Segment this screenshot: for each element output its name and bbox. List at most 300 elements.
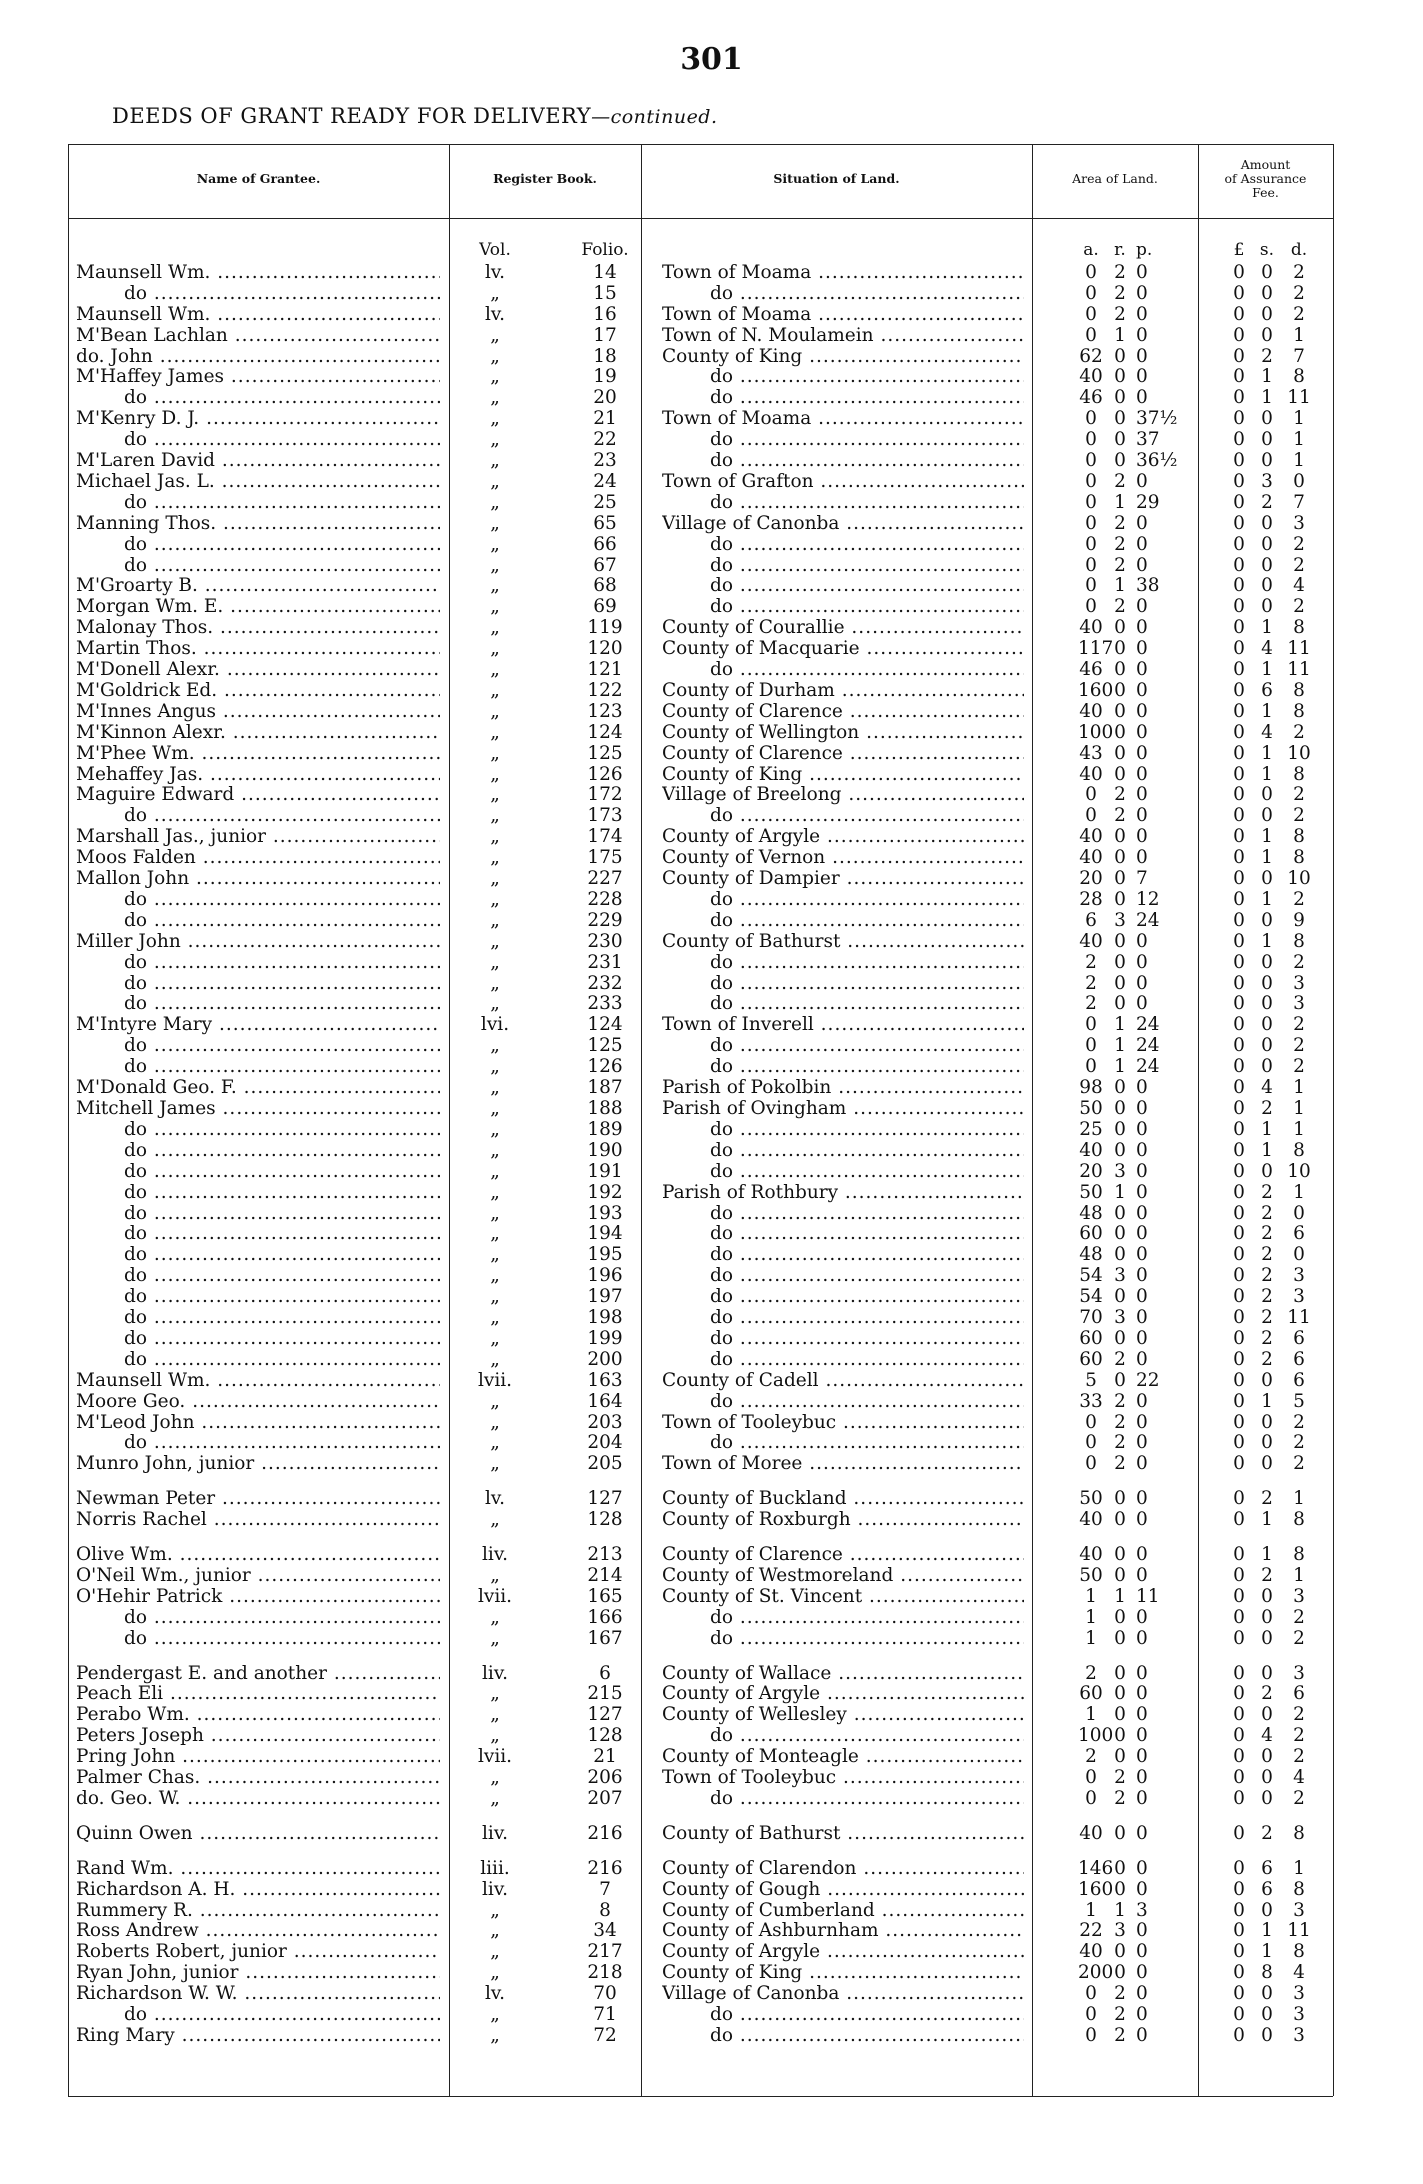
register-folio: 124 — [587, 1014, 623, 1035]
register-volume: „ — [490, 2025, 500, 2046]
table-row — [0, 743, 1423, 764]
area-perches: 0 — [1136, 1182, 1148, 1203]
grantee-name: Ring Mary ..... — [76, 2025, 440, 2046]
fee-pounds: 0 — [1233, 931, 1245, 952]
fee-pence: 6 — [1293, 1683, 1305, 1704]
fee-shillings: 0 — [1261, 1767, 1273, 1788]
register-folio: 230 — [587, 931, 623, 952]
fee-pence: 3 — [1293, 1286, 1305, 1307]
fee-pounds: 0 — [1233, 1628, 1245, 1649]
fee-pounds: 0 — [1233, 722, 1245, 743]
register-folio: 21 — [593, 1746, 617, 1767]
register-volume: „ — [490, 1412, 500, 1433]
fee-shillings: 0 — [1261, 1607, 1273, 1628]
register-folio: 192 — [587, 1182, 623, 1203]
table-row — [0, 826, 1423, 847]
fee-pounds: 0 — [1233, 1858, 1245, 1879]
land-situation: County of King ..... — [662, 764, 1024, 785]
register-volume: „ — [490, 1203, 500, 1224]
fee-shillings: 2 — [1261, 1307, 1273, 1328]
fee-shillings: 0 — [1261, 1453, 1273, 1474]
land-situation: do ..... — [662, 1432, 1024, 1453]
register-folio: 22 — [593, 429, 617, 450]
table-row — [0, 764, 1423, 785]
fee-pounds: 0 — [1233, 450, 1245, 471]
fee-pounds: 0 — [1233, 1788, 1245, 1809]
area-acres: 70 — [1079, 1307, 1103, 1328]
land-situation: County of King ..... — [662, 346, 1024, 367]
fee-pence: 8 — [1293, 847, 1305, 868]
land-situation: do ..... — [662, 387, 1024, 408]
table-row — [0, 1265, 1423, 1286]
area-perches: 0 — [1136, 1962, 1148, 1983]
area-acres: 0 — [1085, 1432, 1097, 1453]
register-folio: 232 — [587, 973, 623, 994]
subheader-perches: p. — [1136, 240, 1153, 260]
table-row — [0, 1349, 1423, 1370]
grantee-name: Mitchell James ..... — [76, 1098, 440, 1119]
fee-pence: 2 — [1293, 283, 1305, 304]
area-acres: 0 — [1085, 513, 1097, 534]
area-perches: 0 — [1136, 262, 1148, 283]
table-row — [0, 1203, 1423, 1224]
area-acres: 6 — [1085, 910, 1097, 931]
area-acres: 0 — [1085, 429, 1097, 450]
table-row — [0, 1432, 1423, 1453]
register-folio: 175 — [587, 847, 623, 868]
land-situation: County of Wallace ..... — [662, 1663, 1024, 1684]
area-acres: 62 — [1079, 346, 1103, 367]
area-roods: 2 — [1114, 1453, 1126, 1474]
register-folio: 231 — [587, 952, 623, 973]
fee-pounds: 0 — [1233, 555, 1245, 576]
fee-pounds: 0 — [1233, 680, 1245, 701]
land-situation: do ..... — [662, 973, 1024, 994]
area-perches: 24 — [1136, 1056, 1160, 1077]
grantee-name: do ..... — [76, 429, 440, 450]
table-top-rule — [68, 144, 1333, 145]
land-situation: Town of Moama ..... — [662, 304, 1024, 325]
land-situation: do ..... — [662, 1628, 1024, 1649]
area-roods: 2 — [1114, 1412, 1126, 1433]
register-folio: 127 — [587, 1488, 623, 1509]
area-acres: 48 — [1079, 1203, 1103, 1224]
fee-pence: 8 — [1293, 931, 1305, 952]
fee-pence: 3 — [1293, 1663, 1305, 1684]
table-row — [0, 1328, 1423, 1349]
fee-pence: 8 — [1293, 617, 1305, 638]
fee-shillings: 0 — [1261, 1014, 1273, 1035]
area-perches: 0 — [1136, 701, 1148, 722]
fee-pence: 6 — [1293, 1349, 1305, 1370]
register-volume: liv. — [482, 1823, 508, 1844]
table-row — [0, 1607, 1423, 1628]
fee-pence: 7 — [1293, 492, 1305, 513]
fee-shillings: 0 — [1261, 1900, 1273, 1921]
fee-shillings: 1 — [1261, 617, 1273, 638]
area-roods: 2 — [1114, 2004, 1126, 2025]
land-situation: County of Cumberland ..... — [662, 1900, 1024, 1921]
fee-shillings: 1 — [1261, 1920, 1273, 1941]
land-situation: Town of Tooleybuc ..... — [662, 1412, 1024, 1433]
grantee-name: do ..... — [76, 1286, 440, 1307]
fee-shillings: 0 — [1261, 1056, 1273, 1077]
area-acres: 40 — [1079, 1544, 1103, 1565]
header-situation: Situation of Land. — [773, 171, 900, 186]
area-acres: 40 — [1079, 764, 1103, 785]
register-volume: „ — [490, 1683, 500, 1704]
fee-pounds: 0 — [1233, 1432, 1245, 1453]
fee-pence: 3 — [1293, 1586, 1305, 1607]
fee-shillings: 0 — [1261, 973, 1273, 994]
area-roods: 0 — [1114, 450, 1126, 471]
land-situation: County of Monteagle ..... — [662, 1746, 1024, 1767]
fee-pence: 11 — [1287, 387, 1311, 408]
area-acres: 0 — [1085, 784, 1097, 805]
area-roods: 0 — [1114, 1683, 1126, 1704]
grantee-name: Roberts Robert, junior ..... — [76, 1941, 440, 1962]
fee-shillings: 0 — [1261, 2025, 1273, 2046]
register-folio: 187 — [587, 1077, 623, 1098]
area-roods: 0 — [1114, 638, 1126, 659]
subheader-pence: d. — [1290, 240, 1308, 260]
area-acres: 2 — [1085, 1663, 1097, 1684]
grantee-name: Mehaffey Jas. ..... — [76, 764, 440, 785]
register-folio: 233 — [587, 993, 623, 1014]
table-row — [0, 2025, 1423, 2046]
fee-shillings: 2 — [1261, 1488, 1273, 1509]
grantee-name: do. John ..... — [76, 346, 440, 367]
register-volume: „ — [490, 1244, 500, 1265]
area-acres: 1 — [1085, 1586, 1097, 1607]
area-perches: 0 — [1136, 1161, 1148, 1182]
grantee-name: do ..... — [76, 1607, 440, 1628]
fee-pence: 0 — [1293, 471, 1305, 492]
register-folio: 15 — [593, 283, 617, 304]
grantee-name: do ..... — [76, 1349, 440, 1370]
fee-pence: 2 — [1293, 889, 1305, 910]
area-roods: 0 — [1114, 1628, 1126, 1649]
grantee-name: M'Donald Geo. F. ..... — [76, 1077, 440, 1098]
table-row — [0, 1586, 1423, 1607]
register-volume: „ — [490, 1286, 500, 1307]
land-situation: Town of Tooleybuc ..... — [662, 1767, 1024, 1788]
title-text: DEEDS OF GRANT READY FOR DELIVERY — [112, 104, 592, 128]
area-roods: 3 — [1114, 910, 1126, 931]
land-situation: do ..... — [662, 1161, 1024, 1182]
fee-pounds: 0 — [1233, 1663, 1245, 1684]
land-situation: County of Bathurst ..... — [662, 931, 1024, 952]
fee-pounds: 0 — [1233, 1265, 1245, 1286]
area-acres: 5 — [1085, 1370, 1097, 1391]
area-acres: 0 — [1085, 2025, 1097, 2046]
area-roods: 0 — [1114, 701, 1126, 722]
table-row — [0, 1161, 1423, 1182]
area-perches: 0 — [1136, 304, 1148, 325]
area-roods: 2 — [1114, 513, 1126, 534]
fee-shillings: 1 — [1261, 1119, 1273, 1140]
register-folio: 227 — [587, 868, 623, 889]
area-roods: 1 — [1114, 1900, 1126, 1921]
area-perches: 0 — [1136, 638, 1148, 659]
fee-shillings: 0 — [1261, 1663, 1273, 1684]
grantee-name: Maunsell Wm. ..... — [76, 1370, 440, 1391]
fee-shillings: 1 — [1261, 826, 1273, 847]
register-folio: 14 — [593, 262, 617, 283]
register-folio: 68 — [593, 575, 617, 596]
fee-pence: 2 — [1293, 1453, 1305, 1474]
area-roods: 0 — [1114, 1607, 1126, 1628]
register-folio: 128 — [587, 1725, 623, 1746]
fee-shillings: 2 — [1261, 492, 1273, 513]
area-acres: 0 — [1085, 492, 1097, 513]
area-acres: 0 — [1085, 1788, 1097, 1809]
area-roods: 0 — [1114, 429, 1126, 450]
fee-shillings: 1 — [1261, 1509, 1273, 1530]
register-volume: „ — [490, 1119, 500, 1140]
fee-pounds: 0 — [1233, 1983, 1245, 2004]
area-acres: 40 — [1079, 701, 1103, 722]
register-volume: liii. — [480, 1858, 510, 1879]
area-roods: 0 — [1114, 847, 1126, 868]
fee-pounds: 0 — [1233, 1725, 1245, 1746]
register-volume: „ — [490, 575, 500, 596]
area-perches: 0 — [1136, 659, 1148, 680]
register-volume: „ — [490, 492, 500, 513]
fee-shillings: 1 — [1261, 387, 1273, 408]
grantee-name: do ..... — [76, 1056, 440, 1077]
area-acres: 40 — [1079, 931, 1103, 952]
table-row — [0, 1056, 1423, 1077]
fee-shillings: 0 — [1261, 1983, 1273, 2004]
register-folio: 121 — [587, 659, 623, 680]
area-perches: 0 — [1136, 1983, 1148, 2004]
register-volume: „ — [490, 1607, 500, 1628]
grantee-name: Pendergast E. and another ..... — [76, 1663, 440, 1684]
fee-pence: 8 — [1293, 1879, 1305, 1900]
fee-pounds: 0 — [1233, 1119, 1245, 1140]
land-situation: do ..... — [662, 1140, 1024, 1161]
register-folio: 165 — [587, 1586, 623, 1607]
table-row — [0, 889, 1423, 910]
area-perches: 0 — [1136, 1725, 1148, 1746]
register-volume: lvii. — [477, 1586, 513, 1607]
fee-pence: 5 — [1293, 1391, 1305, 1412]
area-acres: 50 — [1079, 1565, 1103, 1586]
register-volume: „ — [490, 1328, 500, 1349]
land-situation: County of Westmoreland ..... — [662, 1565, 1024, 1586]
area-acres: 48 — [1079, 1244, 1103, 1265]
fee-pounds: 0 — [1233, 283, 1245, 304]
land-situation: do ..... — [662, 1056, 1024, 1077]
fee-pounds: 0 — [1233, 366, 1245, 387]
area-roods: 0 — [1114, 743, 1126, 764]
register-volume: „ — [490, 1077, 500, 1098]
register-folio: 205 — [587, 1453, 623, 1474]
table-row — [0, 1544, 1423, 1565]
grantee-name: do ..... — [76, 1140, 440, 1161]
fee-shillings: 0 — [1261, 283, 1273, 304]
area-perches: 0 — [1136, 1788, 1148, 1809]
area-perches: 0 — [1136, 366, 1148, 387]
grantee-name: do ..... — [76, 1182, 440, 1203]
area-acres: 25 — [1079, 1119, 1103, 1140]
area-perches: 0 — [1136, 931, 1148, 952]
area-roods: 0 — [1114, 764, 1126, 785]
fee-pence: 8 — [1293, 680, 1305, 701]
area-acres: 0 — [1085, 1453, 1097, 1474]
area-perches: 24 — [1136, 910, 1160, 931]
area-roods: 0 — [1114, 659, 1126, 680]
area-perches: 0 — [1136, 1607, 1148, 1628]
grantee-name: M'Leod John ..... — [76, 1412, 440, 1433]
table-row — [0, 1900, 1423, 1921]
land-situation: County of Argyle ..... — [662, 1941, 1024, 1962]
table-row — [0, 1014, 1423, 1035]
register-volume: lv. — [484, 262, 506, 283]
grantee-name: Newman Peter ..... — [76, 1488, 440, 1509]
land-situation: Town of Moama ..... — [662, 408, 1024, 429]
area-perches: 0 — [1136, 993, 1148, 1014]
fee-pence: 1 — [1293, 1077, 1305, 1098]
fee-pence: 6 — [1293, 1223, 1305, 1244]
land-situation: do ..... — [662, 1035, 1024, 1056]
fee-pence: 6 — [1293, 1328, 1305, 1349]
table-row — [0, 701, 1423, 722]
grantee-name: Munro John, junior ..... — [76, 1453, 440, 1474]
grantee-name: do ..... — [76, 387, 440, 408]
area-acres: 160 — [1078, 680, 1114, 701]
fee-pounds: 0 — [1233, 910, 1245, 931]
grantee-name: Richardson W. W. ..... — [76, 1983, 440, 2004]
area-perches: 0 — [1136, 1140, 1148, 1161]
area-roods: 2 — [1114, 534, 1126, 555]
register-volume: „ — [490, 1265, 500, 1286]
grantee-name: Morgan Wm. E. ..... — [76, 596, 440, 617]
area-roods: 0 — [1114, 1203, 1126, 1224]
area-roods: 2 — [1114, 1767, 1126, 1788]
fee-pence: 8 — [1293, 1941, 1305, 1962]
table-row — [0, 993, 1423, 1014]
table-row — [0, 450, 1423, 471]
area-perches: 0 — [1136, 973, 1148, 994]
fee-pounds: 0 — [1233, 1014, 1245, 1035]
area-roods: 1 — [1114, 1182, 1126, 1203]
register-volume: „ — [490, 889, 500, 910]
land-situation: Parish of Ovingham ..... — [662, 1098, 1024, 1119]
land-situation: County of Wellington ..... — [662, 722, 1024, 743]
grantee-name: Rand Wm. ..... — [76, 1858, 440, 1879]
fee-shillings: 1 — [1261, 931, 1273, 952]
register-folio: 19 — [593, 366, 617, 387]
table-row — [0, 1725, 1423, 1746]
land-situation: do ..... — [662, 805, 1024, 826]
register-volume: „ — [490, 784, 500, 805]
grantee-name: do ..... — [76, 492, 440, 513]
fee-shillings: 0 — [1261, 2004, 1273, 2025]
area-roods: 0 — [1114, 1119, 1126, 1140]
header-fee-line2: of Assurance — [1224, 171, 1307, 186]
area-roods: 1 — [1114, 1014, 1126, 1035]
area-acres: 0 — [1085, 325, 1097, 346]
register-volume: lv. — [484, 1983, 506, 2004]
subheader-folio: Folio. — [581, 240, 629, 260]
fee-shillings: 0 — [1261, 1788, 1273, 1809]
land-situation: do ..... — [662, 429, 1024, 450]
table-row — [0, 722, 1423, 743]
register-folio: 34 — [593, 1920, 617, 1941]
register-folio: 71 — [593, 2004, 617, 2025]
table-row — [0, 784, 1423, 805]
area-acres: 46 — [1079, 387, 1103, 408]
fee-pounds: 0 — [1233, 1161, 1245, 1182]
area-acres: 0 — [1085, 805, 1097, 826]
fee-pence: 3 — [1293, 1265, 1305, 1286]
register-folio: 188 — [587, 1098, 623, 1119]
table-row — [0, 346, 1423, 367]
area-roods: 0 — [1114, 1488, 1126, 1509]
grantee-name: do ..... — [76, 1307, 440, 1328]
fee-shillings: 3 — [1261, 471, 1273, 492]
fee-pounds: 0 — [1233, 492, 1245, 513]
area-acres: 0 — [1085, 283, 1097, 304]
grantee-name: Olive Wm. ..... — [76, 1544, 440, 1565]
fee-pence: 2 — [1293, 1432, 1305, 1453]
land-situation: do ..... — [662, 889, 1024, 910]
register-folio: 124 — [587, 722, 623, 743]
register-volume: „ — [490, 1182, 500, 1203]
land-situation: County of Argyle ..... — [662, 1683, 1024, 1704]
table-row — [0, 847, 1423, 868]
fee-shillings: 0 — [1261, 450, 1273, 471]
fee-pounds: 0 — [1233, 805, 1245, 826]
fee-pounds: 0 — [1233, 1203, 1245, 1224]
fee-shillings: 1 — [1261, 659, 1273, 680]
table-row — [0, 1704, 1423, 1725]
land-situation: do ..... — [662, 993, 1024, 1014]
area-acres: 0 — [1085, 1767, 1097, 1788]
land-situation: do ..... — [662, 2025, 1024, 2046]
header-fee — [1198, 158, 1333, 200]
register-volume: „ — [490, 1223, 500, 1244]
fee-pence: 2 — [1293, 1607, 1305, 1628]
fee-shillings: 1 — [1261, 889, 1273, 910]
register-volume: „ — [490, 471, 500, 492]
grantee-name: O'Neil Wm., junior ..... — [76, 1565, 440, 1586]
land-situation: County of Clarence ..... — [662, 1544, 1024, 1565]
register-volume: „ — [490, 1307, 500, 1328]
area-roods: 3 — [1114, 1265, 1126, 1286]
register-folio: 8 — [599, 1900, 611, 1921]
area-perches: 0 — [1136, 1077, 1148, 1098]
table-row — [0, 1879, 1423, 1900]
fee-pence: 6 — [1293, 1370, 1305, 1391]
area-roods: 0 — [1114, 1286, 1126, 1307]
table-row — [0, 1223, 1423, 1244]
area-roods: 0 — [1114, 826, 1126, 847]
area-roods: 0 — [1114, 1544, 1126, 1565]
fee-pence: 8 — [1293, 764, 1305, 785]
fee-pence: 2 — [1293, 1788, 1305, 1809]
fee-pounds: 0 — [1233, 304, 1245, 325]
table-row — [0, 555, 1423, 576]
fee-shillings: 2 — [1261, 1182, 1273, 1203]
grantee-name: Pring John ..... — [76, 1746, 440, 1767]
area-roods: 1 — [1114, 492, 1126, 513]
area-perches: 0 — [1136, 805, 1148, 826]
grantee-name: do ..... — [76, 1203, 440, 1224]
land-situation: County of Gough ..... — [662, 1879, 1024, 1900]
